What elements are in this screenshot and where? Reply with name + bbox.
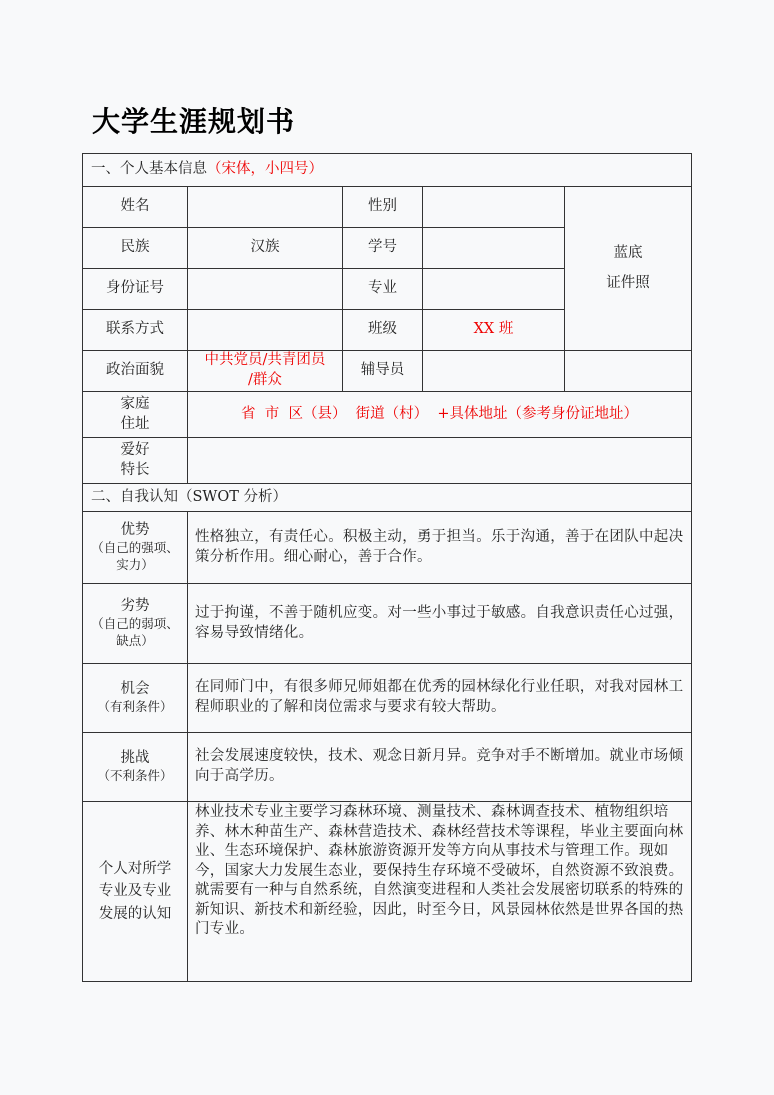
- address-label-line1: 家庭: [120, 395, 150, 412]
- strengths-sub-line2: 实力）: [116, 557, 154, 573]
- contact-field[interactable]: [188, 310, 343, 351]
- political-label: 政治面貌: [83, 351, 188, 392]
- opportunities-sub-line1: （有利条件）: [97, 699, 173, 715]
- weaknesses-sub-line2: 缺点）: [116, 633, 154, 649]
- weaknesses-label: 劣势: [120, 597, 150, 614]
- section-heading-swot: 二、自我认知（SWOT 分析）: [83, 484, 692, 512]
- counselor-extra-cell: [565, 351, 692, 392]
- gender-field[interactable]: [423, 187, 565, 228]
- student-id-label: 学号: [343, 228, 423, 269]
- photo-label-line2: 证件照: [606, 274, 650, 291]
- page-title: 大学生涯规划书: [92, 105, 296, 138]
- political-field[interactable]: [188, 351, 343, 392]
- opportunities-text[interactable]: 在同师门中，有很多师兄师姐都在优秀的园林绿化行业任职，对我对园林工程师职业的了解和岗位需求与要求有较大帮助。: [188, 664, 692, 733]
- strengths-sub-line1: （自己的强项、: [91, 540, 179, 556]
- hobby-label: [83, 438, 188, 484]
- awareness-label-line3: 发展的认知: [98, 905, 172, 922]
- name-label: 姓名: [83, 187, 188, 228]
- weaknesses-sub-line1: （自己的弱项、: [91, 616, 179, 632]
- name-field[interactable]: [188, 187, 343, 228]
- hobby-field[interactable]: [188, 438, 692, 484]
- major-field[interactable]: [423, 269, 565, 310]
- address-label-line2: 住址: [120, 415, 150, 432]
- strengths-label-cell: [83, 512, 188, 584]
- threats-label-cell: [83, 733, 188, 802]
- political-value-line2: /群众: [248, 372, 282, 388]
- weaknesses-text[interactable]: 过于拘谨，不善于随机应变。对一些小事过于敏感。自我意识责任心过强，容易导致情绪化。: [188, 584, 692, 664]
- student-id-field[interactable]: [423, 228, 565, 269]
- awareness-text[interactable]: 林业技术专业主要学习森林环境、测量技术、森林调查技术、植物组织培养、林木种苗生产、森林营造技术、森林经营技术等课程，毕业主要面向林业、生态环境保护、森林旅游资源开发等方向从事技术与管理工作。现如今，国家大力发展生态业，要保持生存环境不受破坏，自然资源不致浪费。就需要有一种与自然系统，自然演变进程和人类社会发展密切联系的特殊的新知识、新技术和新经验，因此，时至今日，风景园林依然是世界各国的热门专业。: [188, 802, 692, 982]
- threats-text[interactable]: 社会发展速度较快，技术、观念日新月异。竞争对手不断增加。就业市场倾向于高学历。: [188, 733, 692, 802]
- weaknesses-label-cell: [83, 584, 188, 664]
- id-card-label: 身份证号: [83, 269, 188, 310]
- photo-label-line1: 蓝底: [613, 244, 643, 261]
- career-plan-form: [82, 153, 692, 982]
- ethnicity-field[interactable]: 汉族: [188, 228, 343, 269]
- threats-label: 挑战: [120, 749, 150, 766]
- strengths-text[interactable]: 性格独立，有责任心。积极主动，勇于担当。乐于沟通，善于在团队中起决策分析作用。细心耐心，善于合作。: [188, 512, 692, 584]
- section-heading-basic-info: [83, 154, 692, 187]
- address-label: [83, 392, 188, 438]
- hobby-label-line2: 特长: [120, 461, 150, 478]
- id-card-field[interactable]: [188, 269, 343, 310]
- political-value-line1: 中共党员/共青团员: [204, 352, 326, 369]
- strengths-label: 优势: [120, 521, 150, 538]
- gender-label: 性别: [343, 187, 423, 228]
- major-label: 专业: [343, 269, 423, 310]
- counselor-field[interactable]: [423, 351, 565, 392]
- class-label: 班级: [343, 310, 423, 351]
- ethnicity-label: 民族: [83, 228, 188, 269]
- opportunities-label-cell: [83, 664, 188, 733]
- contact-label: 联系方式: [83, 310, 188, 351]
- counselor-label: 辅导员: [343, 351, 423, 392]
- hobby-label-line1: 爱好: [120, 441, 150, 458]
- awareness-label-line2: 专业及专业: [98, 883, 172, 900]
- class-field[interactable]: XX 班: [423, 310, 565, 351]
- threats-sub-line1: （不利条件）: [97, 768, 173, 784]
- awareness-label-cell: [83, 802, 188, 982]
- photo-box[interactable]: [565, 187, 692, 351]
- section-note: （宋体，小四号）: [207, 161, 323, 178]
- awareness-label-line1: 个人对所学: [98, 860, 172, 877]
- section-title: 一、个人基本信息: [91, 161, 207, 178]
- address-field[interactable]: 省 市 区（县） 街道（村） +具体地址（参考身份证地址）: [188, 392, 692, 438]
- opportunities-label: 机会: [120, 680, 150, 697]
